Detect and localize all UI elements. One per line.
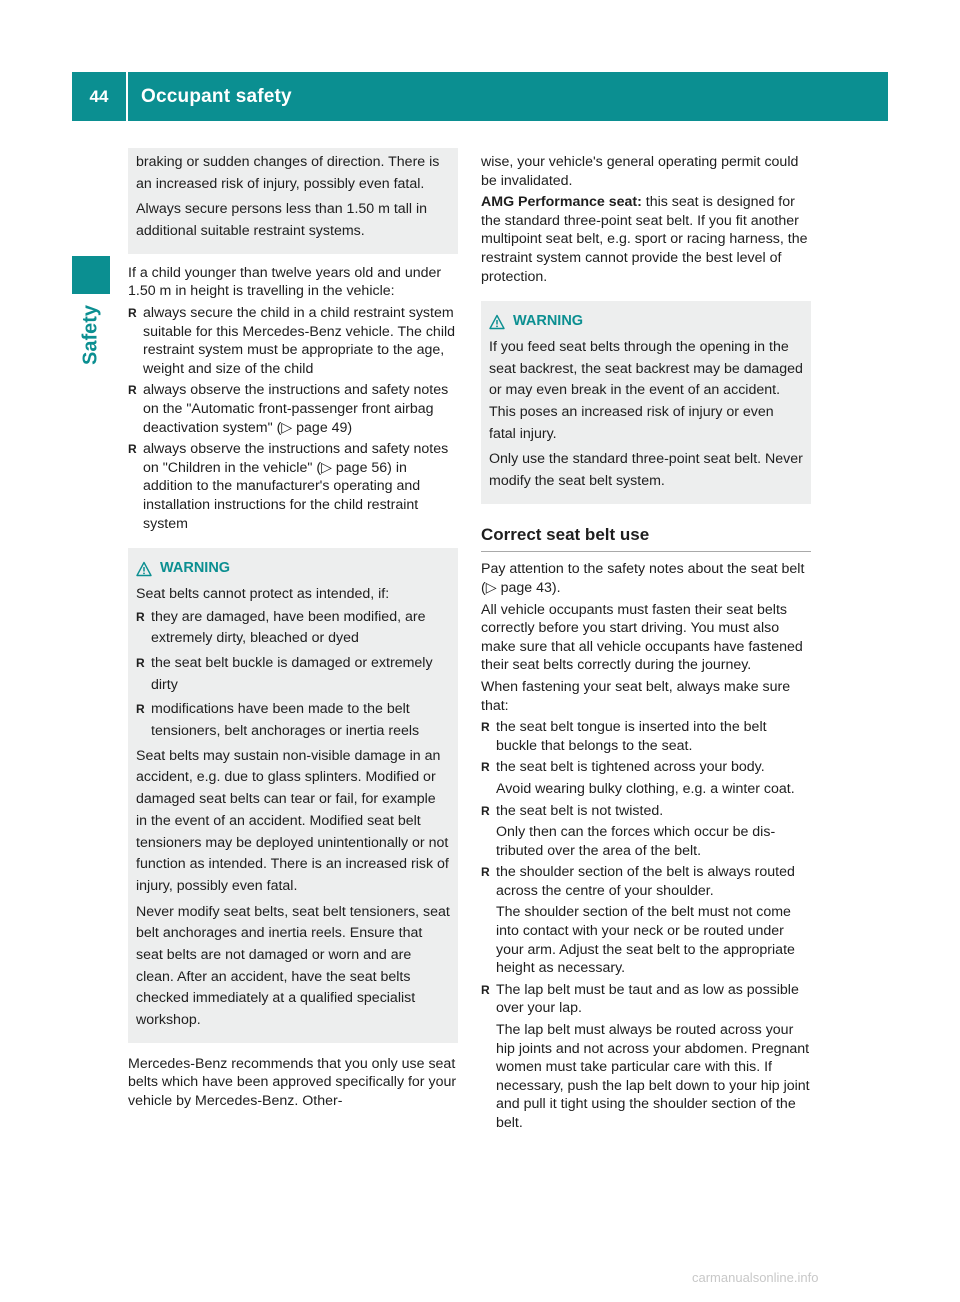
list-item: R always secure the child in a child restraint system suitable for this Mercedes-Benz vehicle. The child restraint system must be appropriate to the age, weight and size of the child: [128, 304, 458, 378]
list-item: R the seat belt is not twisted. Only then can the forces which occur be distributed over the area of the belt.: [481, 802, 811, 861]
amg-paragraph: [481, 193, 811, 286]
intro-paragraph: If a child younger than twelve years old and under 1.50 m in height is travelling in the vehicle:: [128, 264, 442, 300]
warning-title: WARNING: [160, 560, 231, 577]
list-item: R always observe the instructions and safety notes on the "Automatic front-passenger front airbag deactivation system" (▷ page 49): [128, 381, 458, 437]
header-divider: [126, 72, 128, 121]
warning-box-continued: [128, 148, 458, 254]
seat-belt-checklist: [481, 718, 811, 1132]
body-paragraph: When fastening your seat belt, always make sure that:: [481, 678, 791, 714]
warning-header: [136, 558, 450, 580]
side-tab-marker: [72, 256, 110, 294]
box-paragraph: Always secure persons less than 1.50 m tall in additional suitable restraint systems.: [136, 201, 427, 240]
closing-paragraph: Mercedes-Benz recommends that you only use seat belts which have been approved specifically for your vehicle by Mercedes-Benz. Other-: [128, 1055, 457, 1110]
warning-intro: Seat belts cannot protect as intended, if:: [136, 585, 390, 602]
warning-paragraph: Only use the standard three-point seat belt. Never modify the seat belt system.: [489, 451, 803, 490]
body-paragraph: Pay attention to the safety notes about the seat belt (▷ page 43).: [481, 561, 805, 596]
left-column: [128, 148, 458, 1114]
list-item: R the seat belt buckle is damaged or extremely dirty: [136, 653, 450, 696]
warning-triangle-icon: [489, 314, 505, 330]
page-title: Occupant safety: [141, 85, 292, 107]
body-paragraph: All vehicle occupants must fasten their seat belts correctly before you start driving. You must also make sure that all vehicle occupants have fastened their seat belts correctly during the journey.: [481, 601, 803, 674]
list-item-note: The shoulder section of the belt must not come into contact with your neck or be routed under your arm. Adjust the seat belt to the appropriate height as necessary.: [496, 904, 795, 977]
list-item: R the seat belt is tightened across your body. Avoid wearing bulky clothing, e.g. a winter coat.: [481, 758, 811, 798]
warning-triangle-icon: [136, 561, 152, 577]
warning-header: [489, 311, 803, 333]
amg-text: this seat is designed for the standard three-point seat belt. If you fit another multipoint seat belt, e.g. sport or racing harness, the restraint system cannot provide the best level of protection.: [481, 194, 808, 285]
list-item-note: Avoid wearing bulky clothing, e.g. a winter coat.: [496, 780, 795, 797]
warning-box: [128, 548, 458, 1043]
side-tab-label: Safety: [79, 304, 102, 366]
list-item: R modifications have been made to the belt tensioners, belt anchorages or inertia reels: [136, 699, 450, 742]
continued-paragraph: wise, your vehicle's general operating permit could be invalidated.: [481, 154, 799, 189]
warning-box: [481, 301, 811, 504]
page-number: 44: [89, 86, 109, 106]
amg-label: AMG Performance seat:: [481, 194, 642, 211]
section-heading: Correct seat belt use: [481, 526, 811, 553]
list-item: R the shoulder section of the belt is always routed across the centre of your shoulder. The shoulder section of the belt must not come into contact with your neck or be routed under your arm. Adjust the seat belt to the appropriate height as necessary.: [481, 863, 811, 978]
list-item-note: The lap belt must always be routed across your hip joints and not across your abdomen. Pregnant women must take particular care with this. If necessary, push the lap belt down to your hip joint and pull it tight using the shoulder section of the belt.: [496, 1022, 810, 1131]
list-item-note: Only then can the forces which occur be distributed over the area of the belt.: [496, 824, 776, 859]
warning-paragraph: Never modify seat belts, seat belt tensioners, seat belt anchorages and inertia reels. Ensure that seat belts are not damaged or worn and are clean. After an accident, have the seat belts checked immediately at a qualified specialist workshop.: [136, 903, 450, 1029]
warning-paragraph: If you feed seat belts through the opening in the seat backrest, the seat backrest may be damaged or may even break in the event of an accident. This poses an increased risk of injury or even fatal injury.: [489, 338, 803, 442]
warning-list: [136, 607, 450, 743]
right-column: [481, 153, 811, 1136]
warning-title: WARNING: [513, 313, 584, 330]
child-safety-list: [128, 304, 458, 533]
list-item: R always observe the instructions and safety notes on "Children in the vehicle" (▷ page 56) in addition to the manufacturer's operating and installation instructions for the child restraint system: [128, 440, 458, 533]
box-paragraph: braking or sudden changes of direction. There is an increased risk of injury, possibly even fatal.: [136, 154, 440, 192]
warning-paragraph: Seat belts may sustain non-visible damage in an accident, e.g. due to glass splinters. Modified or damaged seat belts can tear or fail, for example in the event of an accident. Modified seat belt tensioners may be deployed unintentionally or not function as intended. There is an increased risk of injury, possibly even fatal.: [136, 747, 449, 894]
list-item: R The lap belt must be taut and as low as possible over your lap. The lap belt must always be routed across your hip joints and not across your abdomen. Pregnant women must take particular care with this. If necessary, push the lap belt down to your hip joint and pull it tight using the shoulder section of the belt.: [481, 981, 811, 1133]
list-item: R they are damaged, have been modified, are extremely dirty, bleached or dyed: [136, 607, 450, 650]
list-item: R the seat belt tongue is inserted into the belt buckle that belongs to the seat.: [481, 718, 811, 755]
watermark-link[interactable]: carmanualsonline.info: [692, 1270, 819, 1285]
